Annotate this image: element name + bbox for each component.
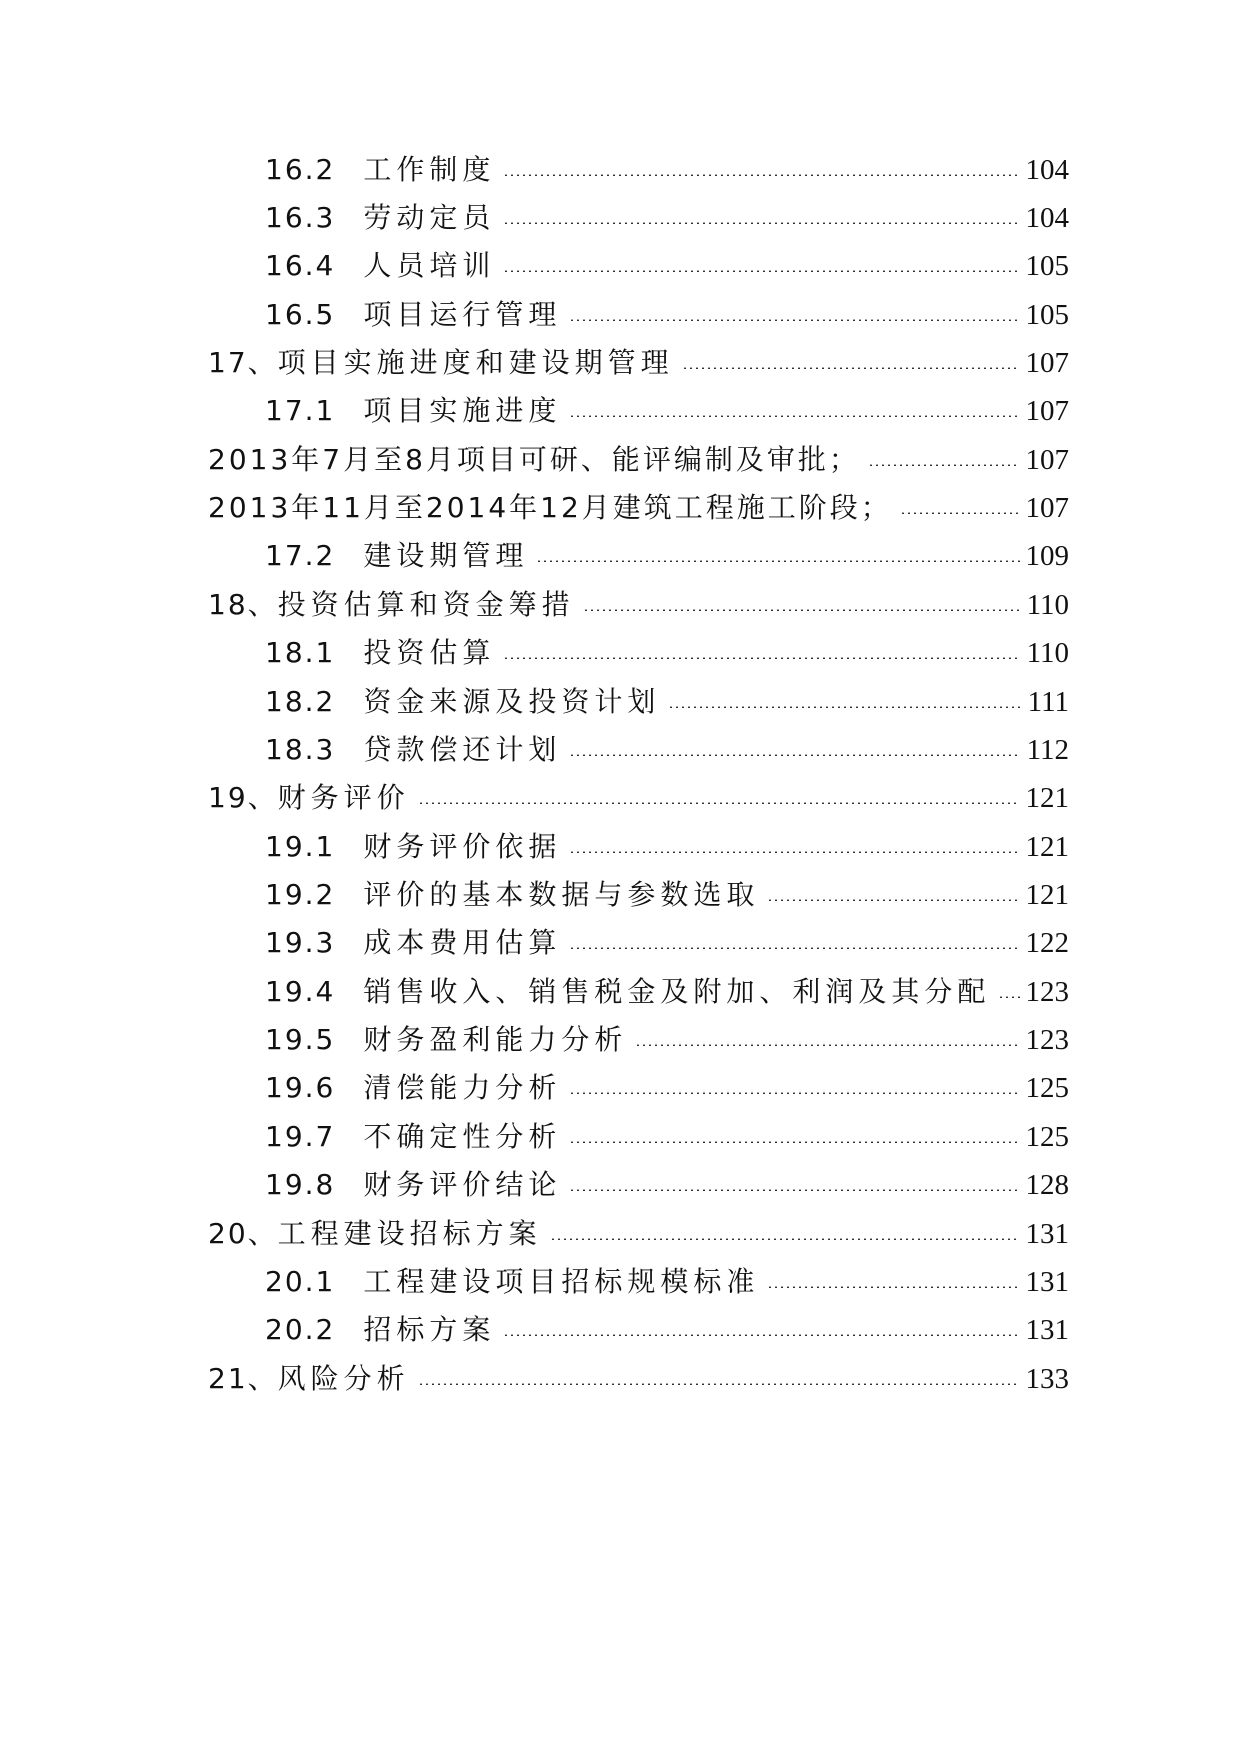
toc-entry-number: 16.5 [265,298,336,331]
dot-leader [998,996,1019,998]
toc-entry-title: 人员培训 [363,249,496,282]
dot-leader [682,367,1020,369]
toc-entry-page: 112 [1026,733,1069,766]
toc-entry-title: 工作制度 [363,153,496,186]
toc-entry-page: 122 [1025,926,1069,959]
toc-entry-content[interactable] [265,685,1069,718]
dot-leader [503,222,1019,224]
toc-entry-content[interactable] [265,201,1069,234]
toc-entry[interactable] [0,868,1241,922]
toc-entry-page: 107 [1025,394,1069,427]
dot-leader [418,802,1020,804]
toc-entry-page: 131 [1025,1313,1069,1346]
toc-entry-number: 16.4 [265,249,336,282]
toc-entry-number: 19.2 [265,878,336,911]
toc-entry-content[interactable] [208,491,1069,524]
toc-entry-number: 21、 [208,1362,278,1395]
toc-entry-number: 19.5 [265,1023,336,1056]
toc-entry-content[interactable] [265,878,1069,911]
toc-entry-page: 121 [1025,830,1069,863]
toc-entry-title: 2013年11月至2014年12月建筑工程施工阶段； [208,491,892,524]
dot-leader [536,560,1019,562]
toc-entry[interactable] [0,433,1241,487]
toc-entry[interactable] [0,723,1241,777]
dot-leader [868,464,1020,466]
toc-entry-number: 17.2 [265,539,336,572]
toc-entry-content[interactable] [265,394,1069,427]
dot-leader [569,415,1019,417]
toc-entry-number: 18.1 [265,636,336,669]
dot-leader [767,1286,1019,1288]
toc-entry-content[interactable] [265,975,1069,1008]
dot-leader [503,270,1019,272]
toc-entry-page: 105 [1025,249,1069,282]
toc-entry-page: 104 [1025,153,1069,186]
toc-entry-number: 18、 [208,588,278,621]
toc-entry-page: 131 [1025,1265,1069,1298]
toc-entry-content[interactable] [265,1168,1069,1201]
toc-entry-number: 19.3 [265,926,336,959]
toc-entry-number: 18.2 [265,685,336,718]
toc-entry-content[interactable] [265,926,1069,959]
toc-entry-content[interactable] [265,1071,1069,1104]
toc-entry-content[interactable] [265,733,1069,766]
toc-entry-title: 2013年7月至8月项目可研、能评编制及审批； [208,443,860,476]
toc-entry-number: 17.1 [265,394,336,427]
dot-leader [569,754,1020,756]
toc-entry-content[interactable] [208,443,1069,476]
toc-entry-number: 18.3 [265,733,336,766]
toc-entry-content[interactable] [208,781,1069,814]
toc-entry-number: 19.8 [265,1168,336,1201]
toc-entry[interactable] [0,1110,1241,1164]
toc-entry[interactable] [0,529,1241,583]
toc-entry-number: 19、 [208,781,278,814]
dot-leader [503,1334,1019,1336]
toc-entry-page: 125 [1025,1071,1069,1104]
toc-entry-content[interactable] [265,830,1069,863]
toc-entry-content[interactable] [208,346,1069,379]
toc-entry-title: 财务评价依据 [363,830,562,863]
dot-leader [635,1044,1019,1046]
toc-entry-title: 投资估算和资金筹措 [277,588,575,621]
dot-leader [900,512,1020,514]
toc-entry-page: 133 [1025,1362,1069,1395]
toc-entry-page: 107 [1025,491,1069,524]
toc-entry-content[interactable] [265,539,1069,572]
toc-entry-title: 劳动定员 [363,201,496,234]
dot-leader [503,174,1019,176]
toc-entry-number: 19.4 [265,975,336,1008]
toc-entry[interactable] [0,1255,1241,1309]
toc-entry-title: 招标方案 [363,1313,496,1346]
toc-entry-page: 110 [1026,636,1069,669]
toc-entry-content[interactable] [265,298,1069,331]
toc-entry-title: 销售收入、销售税金及附加、利润及其分配 [363,975,991,1008]
toc-entry-content[interactable] [265,636,1069,669]
toc-entry-content[interactable] [265,1023,1069,1056]
toc-entry-page: 109 [1025,539,1069,572]
toc-entry-number: 16.3 [265,201,336,234]
toc-entry[interactable] [0,239,1241,293]
toc-entry-page: 128 [1025,1168,1069,1201]
toc-entry[interactable] [0,1352,1241,1406]
toc-entry-page: 131 [1025,1217,1069,1250]
toc-entry-page: 107 [1025,443,1069,476]
toc-entry-content[interactable] [265,1313,1069,1346]
toc-entry-title: 财务盈利能力分析 [363,1023,628,1056]
toc-entry-content[interactable] [265,1120,1069,1153]
dot-leader [418,1383,1020,1385]
toc-entry[interactable] [0,771,1241,825]
toc-entry-page: 123 [1025,1023,1069,1056]
toc-entry[interactable] [0,1158,1241,1212]
toc-entry[interactable] [0,143,1241,197]
toc-entry-title: 贷款偿还计划 [363,733,562,766]
toc-entry[interactable] [0,626,1241,680]
toc-entry-page: 121 [1025,878,1069,911]
dot-leader [767,899,1019,901]
toc-entry[interactable] [0,578,1241,632]
toc-entry-page: 107 [1025,346,1069,379]
toc-entry-title: 项目实施进度和建设期管理 [277,346,674,379]
toc-entry-title: 风险分析 [277,1362,410,1395]
toc-entry-content[interactable] [265,153,1069,186]
toc-entry-title: 财务评价 [277,781,410,814]
toc-entry-content[interactable] [265,1265,1069,1298]
toc-entry-page: 125 [1025,1120,1069,1153]
toc-entry-number: 19.6 [265,1071,336,1104]
dot-leader [668,706,1021,708]
toc-entry-number: 20.1 [265,1265,336,1298]
dot-leader [569,1189,1019,1191]
dot-leader [503,657,1020,659]
toc-entry-page: 121 [1025,781,1069,814]
toc-entry-page: 104 [1025,201,1069,234]
toc-entry-title: 项目实施进度 [363,394,562,427]
toc-entry[interactable] [0,288,1241,342]
toc-entry-content[interactable] [265,249,1069,282]
toc-entry[interactable] [0,481,1241,535]
toc-entry[interactable] [0,384,1241,438]
dot-leader [569,1092,1019,1094]
toc-entry-title: 评价的基本数据与参数选取 [363,878,760,911]
toc-entry-content[interactable] [208,1217,1069,1250]
toc-entry-title: 投资估算 [363,636,496,669]
toc-entry-number: 16.2 [265,153,336,186]
toc-entry-content[interactable] [208,1362,1069,1395]
toc-entry[interactable] [0,191,1241,245]
dot-leader [569,319,1019,321]
toc-entry-page: 111 [1027,685,1069,718]
toc-entry[interactable] [0,1013,1241,1067]
toc-entry-number: 17、 [208,346,278,379]
toc-entry[interactable] [0,965,1241,1019]
dot-leader [569,851,1019,853]
dot-leader [569,947,1019,949]
dot-leader [550,1238,1020,1240]
toc-entry-title: 建设期管理 [363,539,529,572]
toc-entry-title: 资金来源及投资计划 [363,685,661,718]
toc-entry-title: 工程建设招标方案 [277,1217,542,1250]
toc-entry-title: 清偿能力分析 [363,1071,562,1104]
toc-entry[interactable] [0,336,1241,390]
toc-entry-content[interactable] [208,588,1069,621]
toc-entry-title: 财务评价结论 [363,1168,562,1201]
dot-leader [583,609,1021,611]
toc-entry-title: 成本费用估算 [363,926,562,959]
toc-entry[interactable] [0,1061,1241,1115]
toc-entry-page: 110 [1026,588,1069,621]
dot-leader [569,1141,1019,1143]
toc-entry-title: 项目运行管理 [363,298,562,331]
toc-entry-number: 19.7 [265,1120,336,1153]
toc-entry-page: 123 [1025,975,1069,1008]
toc-entry-number: 20.2 [265,1313,336,1346]
toc-entry-number: 19.1 [265,830,336,863]
toc-entry[interactable] [0,820,1241,874]
toc-entry[interactable] [0,916,1241,970]
toc-entry-number: 20、 [208,1217,278,1250]
toc-entry-title: 不确定性分析 [363,1120,562,1153]
toc-entry[interactable] [0,1303,1241,1357]
toc-entry-page: 105 [1025,298,1069,331]
toc-entry[interactable] [0,1207,1241,1261]
toc-entry-title: 工程建设项目招标规模标准 [363,1265,760,1298]
toc-entry[interactable] [0,675,1241,729]
